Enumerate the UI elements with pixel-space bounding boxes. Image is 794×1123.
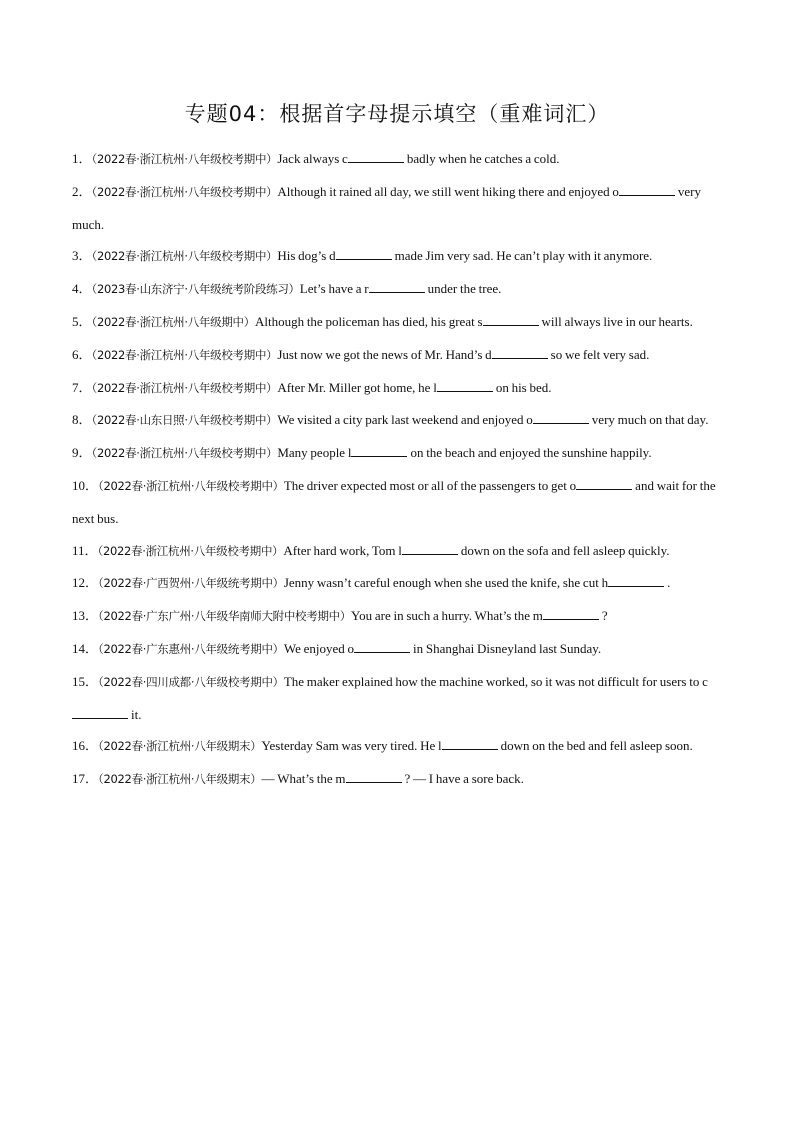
question-item	[72, 437, 724, 470]
question-number: 15．	[72, 673, 99, 689]
question-text-after: it.	[131, 706, 142, 722]
answer-blank[interactable]	[619, 182, 675, 196]
question-item	[72, 763, 724, 796]
question-item	[72, 306, 724, 339]
page-title: 专题04：根据首字母提示填空（重难词汇）	[184, 102, 610, 126]
question-list	[72, 143, 724, 796]
question-number: 14．	[72, 640, 99, 656]
question-item	[72, 535, 724, 568]
answer-blank[interactable]	[348, 149, 404, 163]
answer-blank[interactable]	[492, 345, 548, 359]
question-text-after: down on the bed and fell asleep soon.	[500, 738, 693, 754]
question-number: 12．	[72, 575, 99, 591]
question-text-after: very much on that day.	[591, 412, 709, 428]
question-source: （2022春·广东广州·八年级华南师大附中校考期中）	[98, 609, 352, 624]
question-text-after: will always live in our hearts.	[541, 313, 693, 329]
answer-blank[interactable]	[336, 246, 392, 260]
question-item	[72, 273, 724, 306]
question-item	[72, 404, 724, 437]
question-number: 8．	[72, 412, 92, 428]
question-text-before: You are in such a hurry. What’s the m	[351, 608, 543, 624]
question-number: 1．	[72, 151, 92, 166]
question-text-after: on his bed.	[495, 379, 552, 395]
question-text-before: — What’s the m	[261, 771, 346, 787]
question-text-after: badly when he catches a cold.	[406, 151, 560, 166]
question-text-after: on the beach and enjoyed the sunshine happily.	[410, 445, 652, 461]
question-text-after: made Jim very sad. He can’t play with it anymore.	[394, 248, 653, 264]
question-source: （2022春·浙江杭州·八年级校考期中）	[97, 543, 284, 558]
answer-blank[interactable]	[346, 769, 402, 783]
question-text-before: The driver expected most or all of the passengers to get o	[283, 477, 577, 493]
question-number: 9．	[72, 445, 92, 461]
answer-blank[interactable]	[72, 705, 128, 719]
answer-blank[interactable]	[442, 736, 498, 750]
question-text-after: in Shanghai Disneyland last Sunday.	[413, 640, 602, 656]
question-item	[72, 143, 724, 176]
question-text-before: After hard work, Tom l	[283, 542, 402, 558]
question-source: （2022春·广西贺州·八年级统考期中）	[98, 576, 284, 591]
question-source: （2022春·浙江杭州·八年级校考期中）	[91, 347, 278, 362]
question-item	[72, 666, 724, 731]
answer-blank[interactable]	[354, 639, 410, 653]
question-number: 6．	[72, 346, 92, 362]
question-text-before: We enjoyed o	[283, 640, 354, 656]
question-number: 2．	[72, 183, 92, 199]
question-text-before: The maker explained how the machine worked, so it was not difficult for users to c	[283, 673, 708, 689]
question-text-after: ? — I have a sore back.	[404, 771, 524, 787]
question-number: 16．	[72, 738, 99, 754]
answer-blank[interactable]	[437, 378, 493, 392]
question-text-before: Let’s have a r	[299, 281, 369, 297]
question-source: （2022春·浙江杭州·八年级校考期中）	[91, 446, 278, 461]
question-source: （2022春·四川成都·八年级校考期中）	[98, 674, 284, 689]
question-source: （2022春·浙江杭州·八年级校考期中）	[91, 184, 278, 199]
question-text-after: down on the sofa and fell asleep quickly.	[460, 542, 670, 558]
question-source: （2022春·浙江杭州·八年级期中）	[91, 314, 255, 329]
question-text-before: Just now we got the news of Mr. Hand’s d	[277, 346, 492, 362]
question-text-before: We visited a city park last weekend and enjoyed o	[277, 412, 533, 428]
question-source: （2022春·浙江杭州·八年级期末）	[98, 739, 262, 754]
question-source: （2022春·浙江杭州·八年级校考期中）	[98, 478, 284, 493]
question-text-after: ?	[601, 608, 608, 624]
question-item	[72, 567, 724, 600]
answer-blank[interactable]	[369, 279, 425, 293]
question-text-after: and wait for the next bus.	[72, 477, 716, 526]
answer-blank[interactable]	[543, 606, 599, 620]
question-number: 7．	[72, 379, 92, 395]
question-text-before: His dog’s d	[277, 248, 336, 264]
question-item	[72, 633, 724, 666]
question-text-before: After Mr. Miller got home, he l	[277, 379, 437, 395]
answer-blank[interactable]	[483, 312, 539, 326]
question-text-before: Many people l	[277, 445, 352, 461]
question-source: （2022春·浙江杭州·八年级期末）	[98, 772, 262, 787]
question-number: 11．	[72, 542, 98, 558]
question-text-after: under the tree.	[427, 281, 502, 297]
answer-blank[interactable]	[351, 443, 407, 457]
question-number: 4．	[72, 281, 92, 297]
question-number: 17．	[72, 771, 99, 787]
question-item	[72, 372, 724, 405]
question-source: （2022春·浙江杭州·八年级校考期中）	[91, 380, 278, 395]
question-text-after: so we felt very sad.	[550, 346, 650, 362]
question-item	[72, 339, 724, 372]
question-text-before: Yesterday Sam was very tired. He l	[261, 738, 442, 754]
question-number: 10．	[72, 477, 99, 493]
question-number: 13．	[72, 608, 99, 624]
question-source: （2022春·广东惠州·八年级统考期中）	[98, 641, 284, 656]
question-text-after: .	[667, 575, 671, 591]
question-number: 3．	[72, 248, 92, 264]
question-source: （2022春·浙江杭州·八年级校考期中）	[91, 249, 278, 264]
question-number: 5．	[72, 313, 92, 329]
question-source: （2022春·浙江杭州·八年级校考期中）	[91, 152, 278, 166]
question-text-before: Although the policeman has died, his great s	[254, 313, 483, 329]
answer-blank[interactable]	[576, 476, 632, 490]
question-item	[72, 470, 724, 535]
question-item	[72, 176, 724, 241]
question-text-before: Jack always c	[277, 151, 348, 166]
question-text-after: very much.	[72, 183, 701, 232]
question-source: （2023春·山东济宁·八年级统考阶段练习）	[91, 282, 300, 297]
answer-blank[interactable]	[608, 573, 664, 587]
answer-blank[interactable]	[402, 541, 458, 555]
question-text-before: Although it rained all day, we still went hiking there and enjoyed o	[277, 183, 619, 199]
question-item	[72, 240, 724, 273]
question-item	[72, 600, 724, 633]
answer-blank[interactable]	[533, 410, 589, 424]
question-item	[72, 730, 724, 763]
question-source: （2022春·山东日照·八年级校考期中）	[91, 413, 278, 428]
question-text-before: Jenny wasn’t careful enough when she used the knife, she cut h	[283, 575, 609, 591]
